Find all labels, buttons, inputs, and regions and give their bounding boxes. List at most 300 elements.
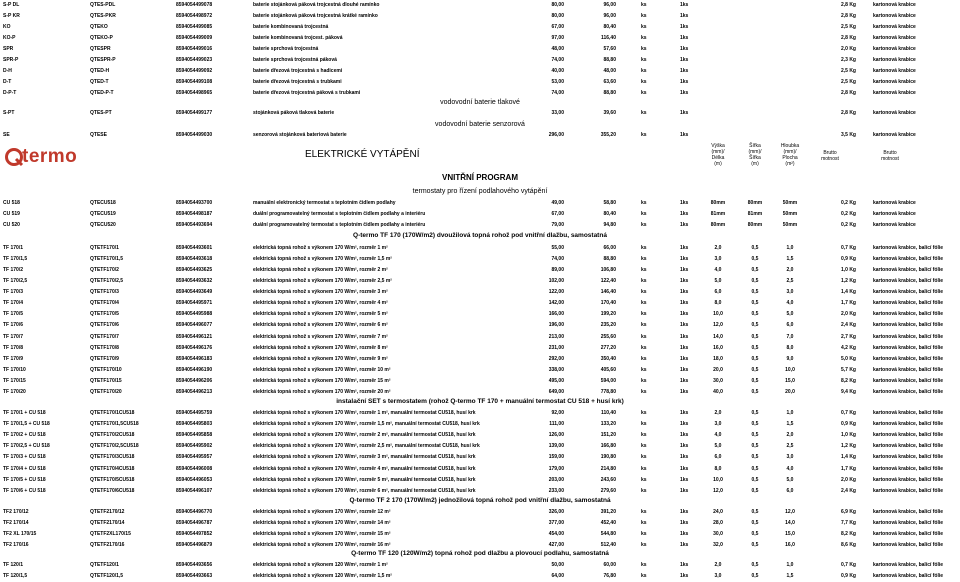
cell-pack: kartonová krabice xyxy=(873,222,916,228)
cell-w: 0,5 xyxy=(751,344,759,351)
table-row xyxy=(0,430,960,441)
cell-qty: 1ks xyxy=(680,465,689,472)
cell-w: 0,5 xyxy=(751,366,759,373)
cell-h: 5,0 xyxy=(714,278,722,285)
cell-code: D-T xyxy=(3,79,12,86)
cell-d: 50mm xyxy=(782,200,798,206)
cell-desc: manuální elektronický termostat s teplotním čidlem podlahy xyxy=(253,200,396,206)
cell-desc: elektrická topná rohož s výkonem 170 W/m², rozměr 9 m² xyxy=(253,355,388,362)
cell-pack: kartonová krabice, balící fólie xyxy=(873,256,944,263)
cell-qty: 1ks xyxy=(680,132,689,138)
cell-unit: ks xyxy=(641,79,647,86)
cell-code: TF2 170/14 xyxy=(3,520,29,526)
cell-name: QTETF170/3CU518 xyxy=(90,454,135,461)
cell-wt: 2,4 Kg xyxy=(840,487,856,494)
cell-p2: 166,80 xyxy=(600,443,616,450)
cell-desc: elektrická topná rohož s výkonem 170 W/m², rozměr 3 m² xyxy=(253,289,388,296)
cell-qty: 1ks xyxy=(680,311,689,318)
cell-qty: 1ks xyxy=(680,322,689,329)
cell-p1: 49,00 xyxy=(551,200,564,206)
cell-desc: elektrická topná rohož s výkonem 170 W/m², rozměr 14 m² xyxy=(253,520,391,526)
cell-unit: ks xyxy=(641,110,647,116)
cell-d: 1,0 xyxy=(786,562,794,568)
table-row xyxy=(0,309,960,320)
cell-pack: kartonová krabice, balící fólie xyxy=(873,542,944,548)
cell-ean: 8594054496206 xyxy=(176,377,213,384)
cell-unit: ks xyxy=(641,222,647,228)
cell-name: QTETF170/4 xyxy=(90,300,119,307)
cell-qty: 1ks xyxy=(680,289,689,296)
cell-w: 0,5 xyxy=(751,377,759,384)
cell-unit: ks xyxy=(641,57,647,64)
cell-p2: 116,40 xyxy=(600,35,616,42)
cell-desc: elektrická topná rohož s výkonem 170 W/m², rozměr 4 m², manuální termostat CU518, husí krk xyxy=(253,465,476,472)
cell-h: 2,0 xyxy=(714,245,722,251)
table-row xyxy=(0,77,960,88)
cell-p1: 111,00 xyxy=(549,421,564,428)
company-logo xyxy=(4,144,114,172)
cell-qty: 1ks xyxy=(680,24,689,31)
cell-code: SPR-P xyxy=(3,57,19,64)
cell-pack: kartonová krabice, balící fólie xyxy=(873,311,944,318)
cell-pack: kartonová krabice, balící fólie xyxy=(873,487,944,494)
cell-name: QTETF170/1CU518 xyxy=(90,410,135,416)
category-title: ELEKTRICKÉ VYTÁPĚNÍ xyxy=(305,149,420,160)
table-row xyxy=(0,11,960,22)
cell-pack: kartonová krabice xyxy=(873,110,916,116)
cell-pack: kartonová krabice xyxy=(873,35,916,42)
table-row xyxy=(0,254,960,265)
cell-p2: 214,80 xyxy=(600,465,616,472)
cell-d: 2,0 xyxy=(786,267,794,274)
cell-wt: 5,7 Kg xyxy=(840,366,856,373)
cell-qty: 1ks xyxy=(680,509,689,515)
cell-code: S-P KR xyxy=(3,13,20,20)
table-row xyxy=(0,464,960,475)
cell-p2: 279,60 xyxy=(600,487,616,494)
cell-name: QTETF170/2CU518 xyxy=(90,432,135,439)
cell-name: QTED-T xyxy=(90,79,109,86)
cell-name: QTEKO-P xyxy=(90,35,113,42)
table-row xyxy=(0,475,960,486)
cell-qty: 1ks xyxy=(680,421,689,428)
cell-wt: 1,7 Kg xyxy=(840,465,856,472)
cell-qty: 1ks xyxy=(680,110,689,116)
cell-code: CU 518 xyxy=(3,200,20,206)
cell-wt: 0,2 Kg xyxy=(840,222,856,228)
cell-d: 1,0 xyxy=(786,410,794,416)
program-title: VNITŘNÍ PROGRAM xyxy=(442,173,518,182)
cell-unit: ks xyxy=(641,454,647,461)
cell-h: 24,0 xyxy=(713,509,723,515)
cell-w: 80mm xyxy=(747,222,763,228)
cell-name: QTETF170/3 xyxy=(90,289,119,296)
cell-pack: kartonová krabice, balící fólie xyxy=(873,520,944,526)
section-heading-tf170: Q-termo TF 170 (170W/m2) dvoužilová topná rohož pod vnitřní dlažbu, samostatná xyxy=(353,232,607,239)
cell-desc: baterie kombinovaná trojcestná xyxy=(253,24,329,31)
cell-name: QTECU518 xyxy=(90,200,116,206)
cell-code: TF 170/20 xyxy=(3,388,26,395)
cell-ean: 8594054499023 xyxy=(176,57,213,64)
cell-wt: 8,2 Kg xyxy=(840,531,856,537)
cell-w: 0,5 xyxy=(751,267,759,274)
logo-wordmark: termo xyxy=(22,146,78,167)
cell-ean: 8594054499016 xyxy=(176,46,213,53)
cell-name: QTETF170/8 xyxy=(90,344,119,351)
cell-desc: elektrická topná rohož s výkonem 170 W/m², rozměr 2 m² xyxy=(253,267,388,274)
section-heading-set: instalační SET s termostatem (rohož Q-termo TF 170 + manuální termostat CU 518 + husí krk) xyxy=(336,398,624,405)
cell-p2: 146,40 xyxy=(600,289,616,296)
cell-qty: 1ks xyxy=(680,531,689,537)
cell-d: 6,0 xyxy=(786,322,794,329)
cell-code: KO xyxy=(3,24,11,31)
cell-ean: 8594054496008 xyxy=(176,465,213,472)
cell-wt: 2,8 Kg xyxy=(840,35,856,42)
cell-h: 12,0 xyxy=(713,487,723,494)
cell-p2: 235,20 xyxy=(600,322,616,329)
header-depth: Hloubka (mm)/ Plocha (m²) xyxy=(780,143,800,167)
cell-ean: 8594054498965 xyxy=(176,90,213,97)
cell-d: 2,5 xyxy=(786,278,794,285)
cell-p1: 50,00 xyxy=(551,562,564,568)
cell-p1: 102,00 xyxy=(548,278,564,285)
cell-wt: 1,4 Kg xyxy=(840,289,856,296)
cell-ean: 8594054495803 xyxy=(176,421,213,428)
cell-h: 3,0 xyxy=(714,421,722,428)
cell-unit: ks xyxy=(641,465,647,472)
cell-unit: ks xyxy=(641,366,647,373)
cell-p2: 110,40 xyxy=(600,410,616,416)
cell-wt: 2,7 Kg xyxy=(840,333,856,340)
cell-qty: 1ks xyxy=(680,410,689,416)
table-row xyxy=(0,419,960,430)
table-row xyxy=(0,365,960,376)
cell-ean: 8594054497852 xyxy=(176,531,213,537)
cell-code: D-P-T xyxy=(3,90,17,97)
cell-code: TF 170/1,5 + CU 518 xyxy=(3,421,50,428)
cell-h: 4,0 xyxy=(714,267,722,274)
cell-p2: 512,40 xyxy=(600,542,616,548)
cell-p1: 454,00 xyxy=(548,531,564,537)
cell-w: 0,5 xyxy=(751,542,759,548)
cell-pack: kartonová krabice xyxy=(873,200,916,206)
cell-p2: 405,60 xyxy=(600,366,616,373)
cell-qty: 1ks xyxy=(680,222,689,228)
cell-wt: 6,9 Kg xyxy=(840,509,856,515)
cell-p2: 39,60 xyxy=(603,110,616,116)
cell-code: TF 170/15 xyxy=(3,377,26,384)
cell-p1: 79,00 xyxy=(551,222,564,228)
cell-wt: 0,2 Kg xyxy=(840,211,856,217)
table-row xyxy=(0,33,960,44)
cell-qty: 1ks xyxy=(680,35,689,42)
table-row xyxy=(0,343,960,354)
cell-d: 1,0 xyxy=(786,245,794,251)
table-row xyxy=(0,276,960,287)
cell-code: S-P DL xyxy=(3,2,20,8)
cell-desc: elektrická topná rohož s výkonem 170 W/m², rozměr 5 m² xyxy=(253,311,388,318)
cell-p2: 277,20 xyxy=(600,344,616,351)
cell-w: 0,5 xyxy=(751,509,759,515)
header-gross-1: Brutto motnost xyxy=(821,150,839,162)
cell-desc: duální programovatelný termostat s teplotním čidlem podlahy a interiéru xyxy=(253,222,426,228)
cell-w: 0,5 xyxy=(751,333,759,340)
cell-ean: 8594054498187 xyxy=(176,211,213,217)
cell-code: TF 170/1 xyxy=(3,245,24,251)
cell-wt: 2,4 Kg xyxy=(840,322,856,329)
cell-desc: elektrická topná rohož s výkonem 170 W/m², rozměr 16 m² xyxy=(253,542,391,548)
cell-d: 5,0 xyxy=(786,311,794,318)
cell-pack: kartonová krabice, balící fólie xyxy=(873,267,944,274)
cell-w: 81mm xyxy=(747,211,763,217)
cell-w: 0,5 xyxy=(751,476,759,483)
cell-unit: ks xyxy=(641,520,647,526)
cell-code: TF 170/7 xyxy=(3,333,24,340)
section-heading-tf2170: Q-termo TF 2 170 (170W/m2) jednožilová topná rohož pod vnitřní dlažbu, samostatná xyxy=(349,497,611,504)
cell-name: QTETF170/2,5CU518 xyxy=(90,443,139,450)
cell-code: TF 170/3 + CU 518 xyxy=(3,454,46,461)
cell-code: TF 170/2,5 xyxy=(3,278,28,285)
cell-wt: 0,2 Kg xyxy=(840,200,856,206)
cell-qty: 1ks xyxy=(680,13,689,20)
table-row xyxy=(0,560,960,571)
cell-unit: ks xyxy=(641,132,647,138)
cell-code: TF 170/1 + CU 518 xyxy=(3,410,46,416)
cell-h: 28,0 xyxy=(713,520,723,526)
cell-name: QTESPR-P xyxy=(90,57,116,64)
cell-desc: baterie stojánková páková trojcestná dlouhé ramínko xyxy=(253,2,380,8)
cell-wt: 8,2 Kg xyxy=(840,377,856,384)
cell-ean: 8594054499078 xyxy=(176,2,213,8)
cell-pack: kartonová krabice, balící fólie xyxy=(873,322,944,329)
table-row xyxy=(0,209,960,220)
cell-qty: 1ks xyxy=(680,200,689,206)
cell-qty: 1ks xyxy=(680,300,689,307)
cell-p1: 67,00 xyxy=(551,211,564,217)
cell-w: 0,5 xyxy=(751,487,759,494)
cell-pack: kartonová krabice, balící fólie xyxy=(873,355,944,362)
cell-p2: 96,00 xyxy=(603,2,616,8)
cell-pack: kartonová krabice, balící fólie xyxy=(873,245,944,251)
cell-unit: ks xyxy=(641,13,647,20)
cell-name: QTETF170/1,5CU518 xyxy=(90,421,139,428)
cell-qty: 1ks xyxy=(680,57,689,64)
cell-p1: 377,00 xyxy=(548,520,564,526)
table-row xyxy=(0,287,960,298)
cell-p2: 48,00 xyxy=(603,68,616,75)
cell-p1: 196,00 xyxy=(548,322,564,329)
cell-w: 0,5 xyxy=(751,289,759,296)
cell-unit: ks xyxy=(641,24,647,31)
cell-name: QTETF170/1 xyxy=(90,245,119,251)
cell-ean: 8594054493649 xyxy=(176,289,213,296)
cell-unit: ks xyxy=(641,289,647,296)
cell-ean: 8594054499177 xyxy=(176,110,213,116)
cell-wt: 1,7 Kg xyxy=(840,300,856,307)
cell-p1: 64,00 xyxy=(551,573,564,579)
cell-d: 4,0 xyxy=(786,300,794,307)
cell-unit: ks xyxy=(641,388,647,395)
table-row xyxy=(0,571,960,582)
cell-p1: 213,00 xyxy=(548,333,564,340)
cell-unit: ks xyxy=(641,487,647,494)
cell-ean: 8594054493694 xyxy=(176,222,213,228)
table-row xyxy=(0,22,960,33)
cell-pack: kartonová krabice, balící fólie xyxy=(873,476,944,483)
table-row xyxy=(0,0,960,11)
cell-p1: 126,00 xyxy=(548,432,564,439)
section-heading-tlakove: vodovodní baterie tlakové xyxy=(440,99,520,106)
cell-code: TF2 170/12 xyxy=(3,509,29,515)
cell-wt: 2,0 Kg xyxy=(840,311,856,318)
cell-wt: 2,5 Kg xyxy=(840,24,856,31)
cell-desc: elektrická topná rohož s výkonem 170 W/m², rozměr 1,5 m², manuální termostat CU518, husí krk xyxy=(253,421,480,428)
cell-unit: ks xyxy=(641,300,647,307)
cell-name: QTETF170/4CU518 xyxy=(90,465,135,472)
table-row xyxy=(0,387,960,398)
cell-ean: 8594054493632 xyxy=(176,278,213,285)
cell-d: 16,0 xyxy=(785,542,795,548)
cell-qty: 1ks xyxy=(680,388,689,395)
header-gross-2: Brutto motnost xyxy=(881,150,899,162)
cell-name: QTES-PDL xyxy=(90,2,116,8)
table-row xyxy=(0,88,960,99)
cell-p1: 33,00 xyxy=(551,110,564,116)
cell-d: 1,5 xyxy=(786,421,794,428)
cell-name: QTES-PKR xyxy=(90,13,116,20)
cell-p1: 48,00 xyxy=(551,46,564,53)
cell-desc: baterie dřezová trojcestná páková s trubkami xyxy=(253,90,361,97)
cell-p1: 649,00 xyxy=(548,388,564,395)
cell-qty: 1ks xyxy=(680,432,689,439)
cell-desc: baterie sprchová trojcestná xyxy=(253,46,319,53)
cell-p1: 80,00 xyxy=(551,2,564,8)
cell-desc: elektrická topná rohož s výkonem 120 W/m², rozměr 1 m² xyxy=(253,562,388,568)
cell-name: QTECU519 xyxy=(90,211,116,217)
cell-p1: 233,00 xyxy=(548,487,564,494)
cell-desc: elektrická topná rohož s výkonem 170 W/m², rozměr 2 m², manuální termostat CU518, husí krk xyxy=(253,432,476,439)
cell-ean: 8594054496053 xyxy=(176,476,213,483)
cell-code: TF 170/8 xyxy=(3,344,24,351)
cell-code: TF 170/10 xyxy=(3,366,26,373)
cell-qty: 1ks xyxy=(680,487,689,494)
header-height: Výška (mm)/ Délka (m) xyxy=(711,143,725,167)
cell-pack: kartonová krabice, balící fólie xyxy=(873,421,944,428)
cell-name: QTES-PT xyxy=(90,110,112,116)
cell-p2: 170,40 xyxy=(600,300,616,307)
cell-code: CU 520 xyxy=(3,222,20,228)
cell-pack: kartonová krabice, balící fólie xyxy=(873,278,944,285)
cell-desc: baterie sprchová trojcestná páková xyxy=(253,57,337,64)
table-row xyxy=(0,507,960,518)
cell-qty: 1ks xyxy=(680,90,689,97)
cell-desc: elektrická topná rohož s výkonem 170 W/m², rozměr 20 m² xyxy=(253,388,391,395)
cell-d: 7,0 xyxy=(786,333,794,340)
cell-unit: ks xyxy=(641,46,647,53)
section-heading-termostaty: termostaty pro řízení podlahového vytápění xyxy=(412,188,548,195)
table-row xyxy=(0,486,960,497)
cell-wt: 0,7 Kg xyxy=(840,245,856,251)
table-row xyxy=(0,354,960,365)
cell-h: 20,0 xyxy=(713,366,723,373)
cell-d: 3,0 xyxy=(786,289,794,296)
cell-p1: 74,00 xyxy=(551,256,564,263)
cell-qty: 1ks xyxy=(680,344,689,351)
cell-desc: elektrická topná rohož s výkonem 170 W/m², rozměr 15 m² xyxy=(253,377,391,384)
table-row xyxy=(0,55,960,66)
cell-wt: 2,5 Kg xyxy=(840,79,856,86)
cell-pack: kartonová krabice, balící fólie xyxy=(873,573,944,579)
cell-ean: 8594054496107 xyxy=(176,487,213,494)
cell-desc: senzorová stojánková bateriová baterie xyxy=(253,132,347,138)
cell-p2: 94,80 xyxy=(603,222,616,228)
cell-pack: kartonová krabice xyxy=(873,46,916,53)
cell-desc: elektrická topná rohož s výkonem 170 W/m², rozměr 15 m² xyxy=(253,531,391,537)
cell-name: QTEKO xyxy=(90,24,108,31)
cell-p2: 133,20 xyxy=(600,421,616,428)
cell-code: TF 170/2 xyxy=(3,267,24,274)
cell-unit: ks xyxy=(641,509,647,515)
cell-p2: 594,00 xyxy=(600,377,616,384)
table-row xyxy=(0,452,960,463)
cell-p2: 199,20 xyxy=(600,311,616,318)
cell-code: TF 170/1,5 xyxy=(3,256,28,263)
cell-pack: kartonová krabice, balící fólie xyxy=(873,333,944,340)
cell-desc: elektrická topná rohož s výkonem 170 W/m², rozměr 1 m² xyxy=(253,245,388,251)
cell-code: TF 170/4 xyxy=(3,300,24,307)
q-logo-icon xyxy=(4,147,24,167)
cell-name: QTETF170/9 xyxy=(90,355,119,362)
cell-pack: kartonová krabice, balící fólie xyxy=(873,465,944,472)
cell-desc: baterie dřezová trojcestná s trubkami xyxy=(253,79,342,86)
cell-w: 0,5 xyxy=(751,256,759,263)
cell-w: 0,5 xyxy=(751,562,759,568)
cell-pack: kartonová krabice, balící fólie xyxy=(873,300,944,307)
cell-p1: 495,00 xyxy=(548,377,564,384)
cell-wt: 4,2 Kg xyxy=(840,344,856,351)
cell-w: 0,5 xyxy=(751,245,759,251)
cell-p2: 122,40 xyxy=(600,278,616,285)
cell-p2: 106,80 xyxy=(600,267,616,274)
cell-h: 2,0 xyxy=(714,562,722,568)
cell-p2: 88,80 xyxy=(603,256,616,263)
cell-code: TF 170/6 + CU 518 xyxy=(3,487,46,494)
cell-name: QTETF2170/14 xyxy=(90,520,125,526)
cell-h: 4,0 xyxy=(714,432,722,439)
cell-ean: 8594054496213 xyxy=(176,388,213,395)
cell-pack: kartonová krabice, balící fólie xyxy=(873,443,944,450)
table-row xyxy=(0,198,960,209)
section-heading-tf120: Q-termo TF 120 (120W/m2) topná rohož pod dlažbu a plovoucí podlahu, samostatná xyxy=(351,550,609,557)
cell-code: TF 170/4 + CU 518 xyxy=(3,465,46,472)
table-row xyxy=(0,376,960,387)
cell-unit: ks xyxy=(641,245,647,251)
table-row xyxy=(0,332,960,343)
cell-wt: 0,7 Kg xyxy=(840,410,856,416)
cell-qty: 1ks xyxy=(680,333,689,340)
cell-code: TF 170/6 xyxy=(3,322,24,329)
cell-p1: 231,00 xyxy=(548,344,564,351)
cell-name: QTESPR xyxy=(90,46,111,53)
cell-desc: elektrická topná rohož s výkonem 170 W/m², rozměr 4 m² xyxy=(253,300,388,307)
cell-qty: 1ks xyxy=(680,211,689,217)
cell-unit: ks xyxy=(641,432,647,439)
cell-h: 5,0 xyxy=(714,443,722,450)
cell-unit: ks xyxy=(641,562,647,568)
cell-pack: kartonová krabice xyxy=(873,13,916,20)
cell-p2: 66,00 xyxy=(603,245,616,251)
cell-wt: 1,2 Kg xyxy=(840,278,856,285)
